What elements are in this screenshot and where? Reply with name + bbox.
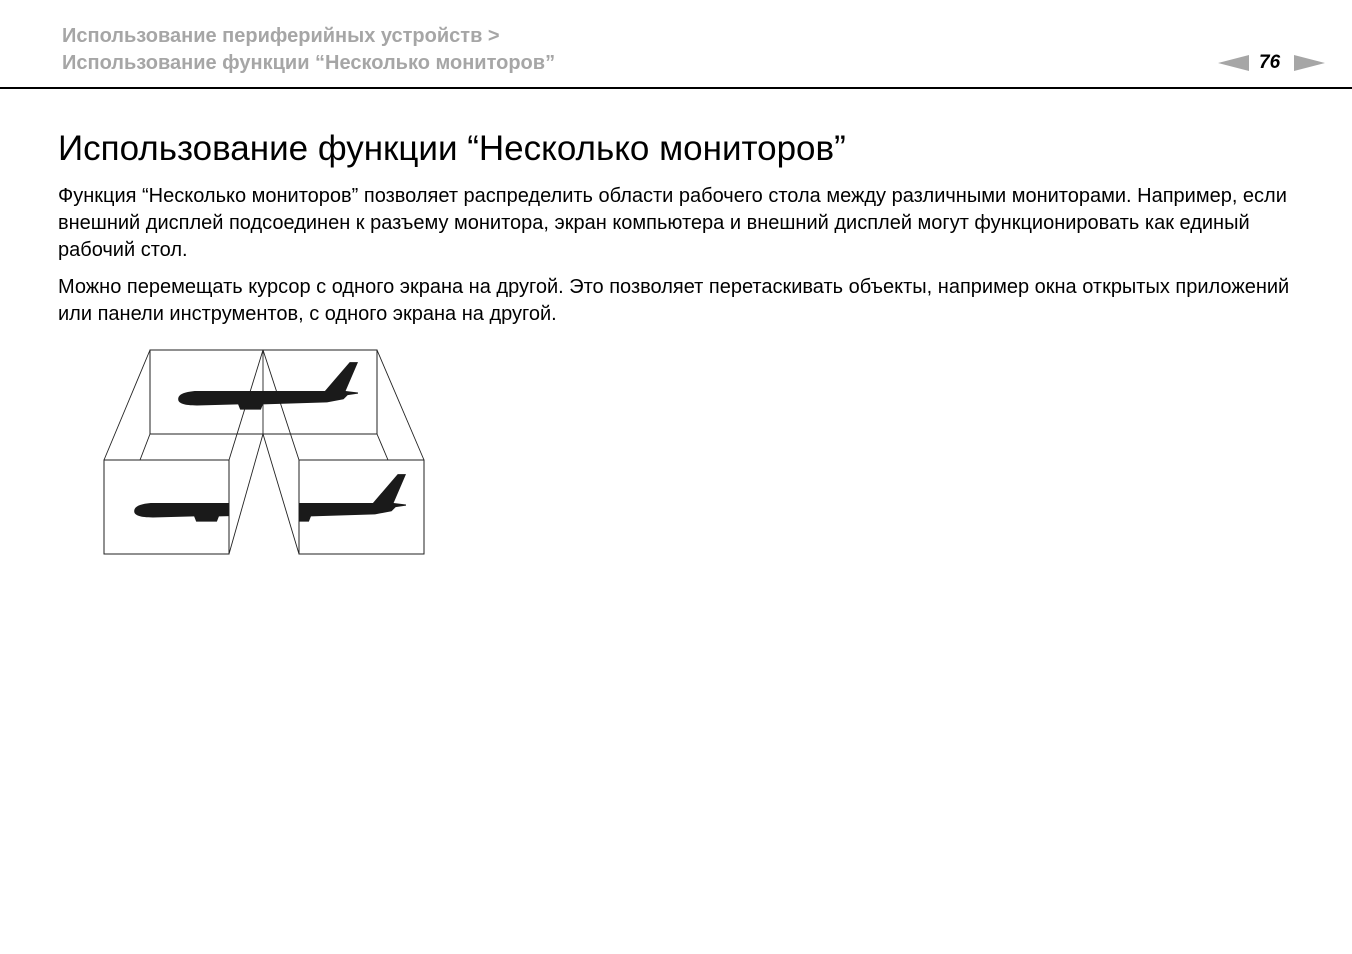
breadcrumb (62, 23, 555, 77)
body-paragraph-2: Можно перемещать курсор с одного экрана на другой. Это позволяет перетаскивать объекты, например окна открытых приложений или панели инструментов, с одного экрана на другой. (58, 276, 1290, 325)
triangle-right-icon[interactable] (1294, 55, 1325, 71)
triangle-left-icon[interactable] (1218, 55, 1249, 71)
breadcrumb-line-2[interactable]: Использование функции “Несколько мониторов” (62, 52, 556, 74)
multi-monitor-illustration (100, 346, 430, 558)
header-divider (0, 87, 1352, 89)
airplane-icon (178, 362, 362, 410)
body-paragraph-1: Функция “Несколько мониторов” позволяет распределить области рабочего стола между различными мониторами. Например, если внешний дисплей подсоединен к разъему монитора, экран компьютера и внешний дисплей могут функционировать как единый рабочий стол. (58, 185, 1287, 261)
breadcrumb-line-1[interactable]: Использование периферийных устройств > (62, 25, 500, 47)
page-number: 76 (1259, 52, 1281, 73)
page-navigation (1218, 50, 1325, 76)
page-title: Использование функции “Несколько мониторов” (58, 129, 846, 168)
